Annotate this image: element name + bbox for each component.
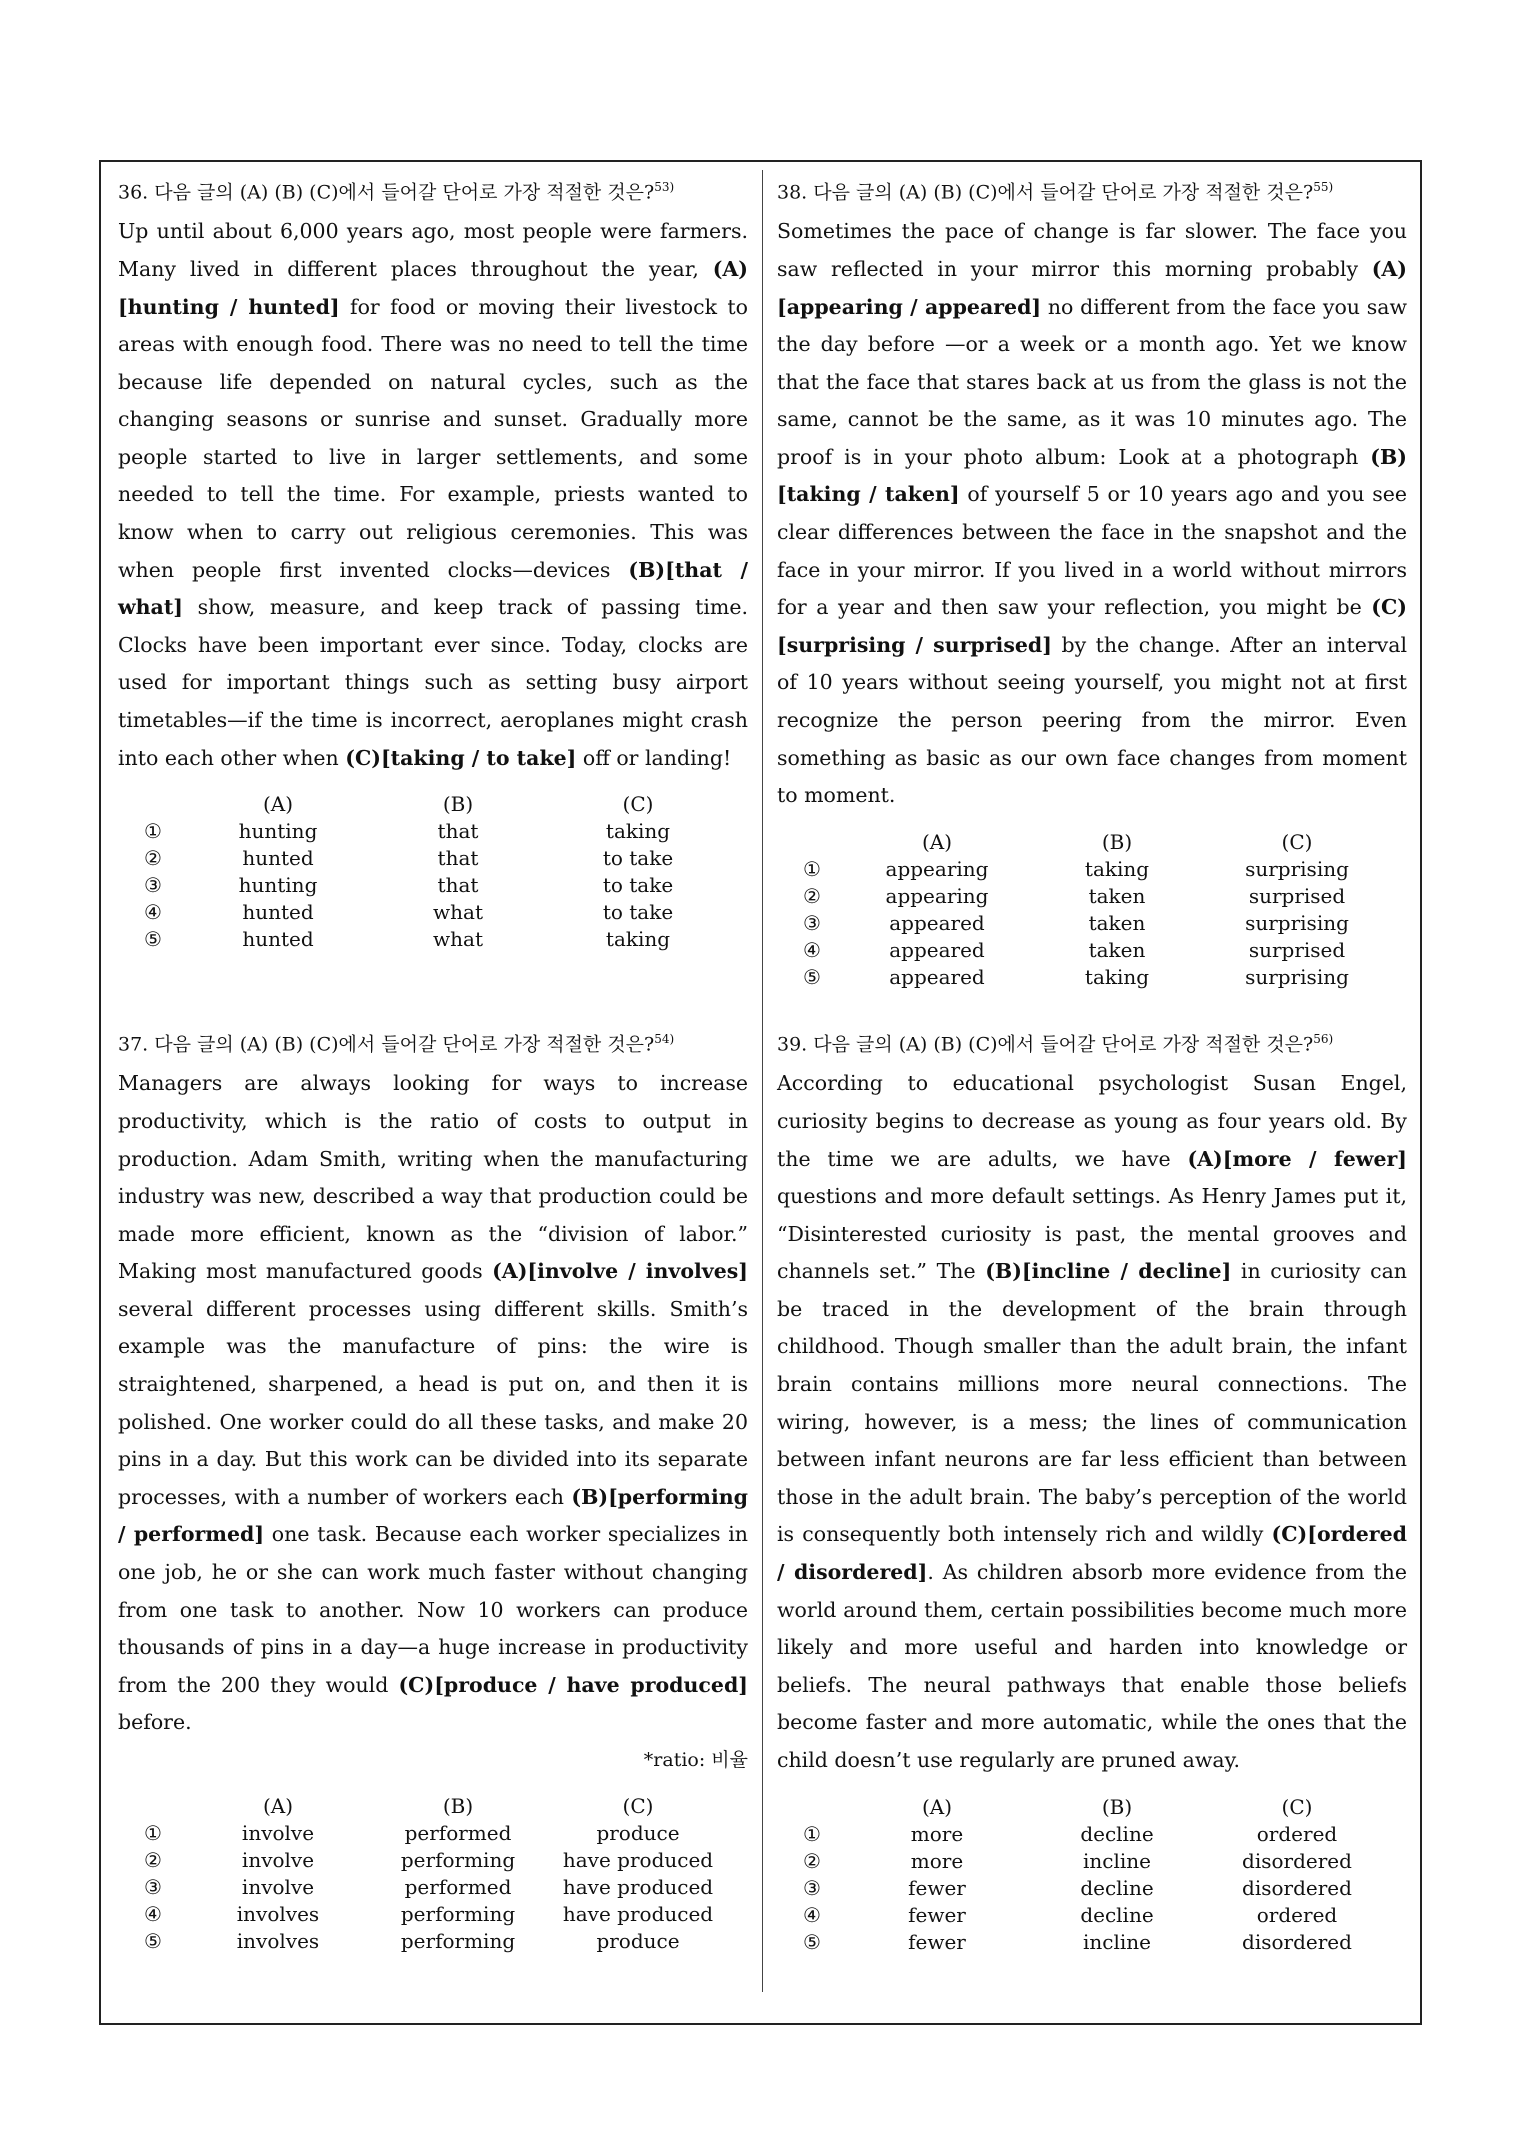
option-cell: taking <box>1084 856 1150 881</box>
blank-choice: (C)[taking / to take] <box>345 745 577 770</box>
option-cell: disordered <box>1242 1875 1352 1900</box>
option-cell: more <box>910 1821 964 1846</box>
options-header-cell: (A) <box>262 1794 294 1819</box>
blank-choice: (A)[more / fewer] <box>1187 1146 1407 1171</box>
passage <box>777 1065 1407 1779</box>
blank-choice: (B)[performing / performed] <box>118 1484 748 1547</box>
blank-choice: (C)[ordered / disordered] <box>777 1522 1407 1585</box>
options-header <box>118 791 728 818</box>
option-cell: involves <box>236 1902 320 1927</box>
passage <box>118 1065 748 1742</box>
option-number: ④ <box>803 937 821 962</box>
answer-option[interactable] <box>118 1928 728 1955</box>
answer-option[interactable] <box>118 845 728 872</box>
option-number: ⑤ <box>803 964 821 989</box>
option-cell: performing <box>400 1848 516 1873</box>
passage-text: one task. Because each worker specializes in one job, he or she can work much faster without changing from one task to another. Now 10 workers can produce thousands of pins in a day—a huge increase in productivity from the 200 they would <box>118 1522 748 1697</box>
option-cell: performing <box>400 1929 516 1954</box>
option-number: ③ <box>144 1875 162 1900</box>
option-cell: surprised <box>1248 937 1346 962</box>
options-header-cell: (A) <box>921 1794 953 1819</box>
answer-option[interactable] <box>118 1820 728 1847</box>
answer-option[interactable] <box>118 1901 728 1928</box>
passage-text: Managers are always looking for ways to increase productivity, which is the ratio of costs to output in production. Adam Smith, writing when the manufacturing industry was new, described a way that production could be made more efficient, known as the “division of labor.” Making most manufactured goods <box>118 1071 748 1284</box>
options-header-cell: (B) <box>1101 829 1133 854</box>
answer-option[interactable] <box>777 937 1387 964</box>
options-header <box>777 829 1387 856</box>
answer-option[interactable] <box>118 1847 728 1874</box>
option-number: ③ <box>803 910 821 935</box>
option-cell: incline <box>1083 1929 1151 1954</box>
passage-text: questions and more default settings. As Henry James put it, “Disinterested curiosity is past, the mental grooves and channels set.” The <box>777 1184 1407 1284</box>
answer-option[interactable] <box>777 1902 1387 1929</box>
options-header-cell: (A) <box>262 792 294 817</box>
option-number: ② <box>144 846 162 871</box>
options-header-cell <box>777 829 847 856</box>
passage <box>777 213 1407 815</box>
option-cell: appearing <box>885 883 989 908</box>
option-cell: involve <box>241 1875 315 1900</box>
options-header <box>118 1793 728 1820</box>
option-cell: that <box>437 873 479 898</box>
question-title: 39. 다음 글의 (A) (B) (C)에서 들어갈 단어로 가장 적절한 것은?$^{56)}$ <box>777 1032 1334 1056</box>
options-header-cell: (B) <box>1101 1794 1133 1819</box>
option-cell: appearing <box>885 856 989 881</box>
options-header <box>777 1794 1387 1821</box>
passage-text: by the change. After an interval of 10 years without seeing yourself, you might not at first recognize the person peering from the mirror. Even something as basic as our own face changes from moment to moment. <box>777 632 1408 808</box>
passage-text: for food or moving their livestock to areas with enough food. There was no need to tell the time because life depended on natural cycles, such as the changing seasons or sunrise and sunset. Gradually more people started to live in larger settlements, and some needed to tell the time. For example, priests wanted to know when to carry out religious ceremonies. This was when people first invented clocks—devices <box>118 294 748 582</box>
option-number: ③ <box>803 1875 821 1900</box>
options-header-cell: (B) <box>442 1794 474 1819</box>
blank-choice: (A)[appearing / appeared] <box>777 256 1407 319</box>
option-cell: that <box>437 819 479 844</box>
option-number: ② <box>803 1848 821 1873</box>
option-cell: what <box>433 927 483 952</box>
option-cell: appeared <box>889 910 985 935</box>
vocabulary-note: *ratio: 비율 <box>643 1749 748 1772</box>
option-cell: performed <box>404 1875 512 1900</box>
option-cell: fewer <box>908 1875 966 1900</box>
answer-option[interactable] <box>118 872 728 899</box>
passage-text: According to educational psychologist Susan Engel, curiosity begins to decrease as young as four years old. By the time we are adults, we have <box>777 1071 1407 1171</box>
answer-option[interactable] <box>777 1875 1387 1902</box>
answer-option[interactable] <box>777 1848 1387 1875</box>
blank-choice: (B)[that / what] <box>118 557 748 620</box>
question-36 <box>118 172 748 953</box>
option-cell: surprising <box>1245 964 1349 989</box>
option-cell: produce <box>596 1821 680 1846</box>
option-number: ② <box>803 883 821 908</box>
option-number: ④ <box>803 1902 821 1927</box>
option-cell: to take <box>602 900 674 925</box>
blank-choice: (C)[produce / have produced] <box>398 1672 748 1697</box>
answer-option[interactable] <box>118 899 728 926</box>
answer-options <box>118 791 728 953</box>
question-title: 37. 다음 글의 (A) (B) (C)에서 들어갈 단어로 가장 적절한 것은?$^{54)}$ <box>118 1032 675 1056</box>
option-number: ① <box>803 1821 821 1846</box>
options-header-cell: (C) <box>1281 829 1313 854</box>
options-header-cell <box>118 791 188 818</box>
option-cell: hunted <box>242 927 314 952</box>
option-cell: appeared <box>889 964 985 989</box>
option-cell: taken <box>1088 883 1146 908</box>
option-number: ④ <box>144 1902 162 1927</box>
option-number: ④ <box>144 900 162 925</box>
option-cell: hunting <box>238 873 318 898</box>
option-cell: decline <box>1080 1821 1154 1846</box>
options-header-cell: (B) <box>442 792 474 817</box>
question-title: 36. 다음 글의 (A) (B) (C)에서 들어갈 단어로 가장 적절한 것은?$^{53)}$ <box>118 180 675 204</box>
option-cell: taken <box>1088 910 1146 935</box>
option-cell: to take <box>602 873 674 898</box>
blank-choice: (A)[involve / involves] <box>492 1259 748 1284</box>
column-divider <box>762 170 763 1992</box>
passage-text: in curiosity can be traced in the development of the brain through childhood. Though smaller than the adult brain, the infant brain contains millions more neural connections. The wiring, however, is a mess; the lines of communication between infant neurons are far less efficient than between those in the adult brain. The baby’s perception of the world is consequently both intensely rich and wildly <box>777 1259 1408 1547</box>
option-cell: decline <box>1080 1875 1154 1900</box>
option-number: ① <box>803 856 821 881</box>
answer-option[interactable] <box>118 818 728 845</box>
blank-choice: (B)[taking / taken] <box>777 444 1407 507</box>
answer-option[interactable] <box>118 1874 728 1901</box>
options-header-cell: (C) <box>622 792 654 817</box>
passage-text: of yourself 5 or 10 years ago and you see clear differences between the face in the snapshot and the face in your mirror. If you lived in a world without mirrors for a year and then saw your reflection, you might be <box>777 482 1407 620</box>
options-header-cell <box>118 1793 188 1820</box>
option-cell: ordered <box>1256 1821 1338 1846</box>
blank-choice: (A)[hunting / hunted] <box>118 256 748 319</box>
option-cell: hunted <box>242 846 314 871</box>
passage-text: off or landing! <box>576 745 732 770</box>
option-number: ⑤ <box>144 1929 162 1954</box>
option-cell: surprising <box>1245 910 1349 935</box>
answer-options <box>777 1794 1387 1956</box>
option-cell: performed <box>404 1821 512 1846</box>
passage-text: show, measure, and keep track of passing time. Clocks have been important ever since. Today, clocks are used for important things such as setting busy airport timetables—if the time is incorrect, aeroplanes might crash into each other when <box>118 595 748 770</box>
option-cell: have produced <box>562 1902 714 1927</box>
option-number: ① <box>144 1821 162 1846</box>
options-header-cell: (C) <box>622 1794 654 1819</box>
question-title: 38. 다음 글의 (A) (B) (C)에서 들어갈 단어로 가장 적절한 것은?$^{55)}$ <box>777 180 1334 204</box>
options-header-cell: (C) <box>1281 1794 1313 1819</box>
option-cell: taking <box>605 927 671 952</box>
answer-options <box>777 829 1387 991</box>
question-38 <box>777 172 1407 991</box>
passage-text: Sometimes the pace of change is far slower. The face you saw reflected in your mirror this morning probably <box>777 219 1407 281</box>
option-cell: that <box>437 846 479 871</box>
option-cell: have produced <box>562 1848 714 1873</box>
option-cell: disordered <box>1242 1929 1352 1954</box>
option-cell: taking <box>605 819 671 844</box>
option-number: ③ <box>144 873 162 898</box>
answer-option[interactable] <box>777 883 1387 910</box>
options-header-cell: (A) <box>921 829 953 854</box>
passage-text: before. <box>118 1710 192 1735</box>
option-cell: have produced <box>562 1875 714 1900</box>
question-39 <box>777 1024 1407 1956</box>
answer-options <box>118 1793 728 1955</box>
answer-option[interactable] <box>777 856 1387 883</box>
answer-option[interactable] <box>777 964 1387 991</box>
passage-text: several different processes using different skills. Smith’s example was the manufacture of pins: the wire is straightened, sharpened, a head is put on, and then it is polished. One worker could do all these tasks, and make 20 pins in a day. But this work can be divided into its separate processes, with a number of workers each <box>118 1296 748 1509</box>
option-cell: fewer <box>908 1929 966 1954</box>
option-cell: more <box>910 1848 964 1873</box>
option-cell: involve <box>241 1821 315 1846</box>
answer-option[interactable] <box>777 1929 1387 1956</box>
option-cell: what <box>433 900 483 925</box>
option-cell: produce <box>596 1929 680 1954</box>
option-cell: taken <box>1088 937 1146 962</box>
option-number: ① <box>144 819 162 844</box>
answer-option[interactable] <box>777 1821 1387 1848</box>
passage-text: . As children absorb more evidence from the world around them, certain possibilities become much more likely and more useful and harden into knowledge or beliefs. The neural pathways that enable those beliefs become faster and more automatic, while the ones that the child doesn’t use regularly are pruned away. <box>777 1560 1408 1773</box>
options-header-cell <box>777 1794 847 1821</box>
option-cell: surprised <box>1248 883 1346 908</box>
option-cell: disordered <box>1242 1848 1352 1873</box>
option-cell: hunting <box>238 819 318 844</box>
question-37 <box>118 1024 748 1955</box>
option-cell: ordered <box>1256 1902 1338 1927</box>
blank-choice: (C)[surprising / surprised] <box>777 595 1407 657</box>
answer-option[interactable] <box>118 926 728 953</box>
option-cell: appeared <box>889 937 985 962</box>
option-cell: involves <box>236 1929 320 1954</box>
option-cell: surprising <box>1245 856 1349 881</box>
blank-choice: (B)[incline / decline] <box>985 1259 1232 1284</box>
passage-text: Up until about 6,000 years ago, most people were farmers. Many lived in different places throughout the year, <box>118 219 748 281</box>
option-cell: decline <box>1080 1902 1154 1927</box>
option-cell: involve <box>241 1848 315 1873</box>
option-cell: incline <box>1083 1848 1151 1873</box>
option-cell: taking <box>1084 964 1150 989</box>
answer-option[interactable] <box>777 910 1387 937</box>
option-number: ⑤ <box>803 1929 821 1954</box>
option-number: ⑤ <box>144 927 162 952</box>
option-cell: performing <box>400 1902 516 1927</box>
passage <box>118 213 748 777</box>
passage-text: no different from the face you saw the day before —or a week or a month ago. Yet we know that the face that stares back at us from the glass is not the same, cannot be the same, as it was 10 minutes ago. The proof is in your photo album: Look at a photograph <box>777 294 1407 469</box>
option-cell: hunted <box>242 900 314 925</box>
option-number: ② <box>144 1848 162 1873</box>
option-cell: to take <box>602 846 674 871</box>
option-cell: fewer <box>908 1902 966 1927</box>
